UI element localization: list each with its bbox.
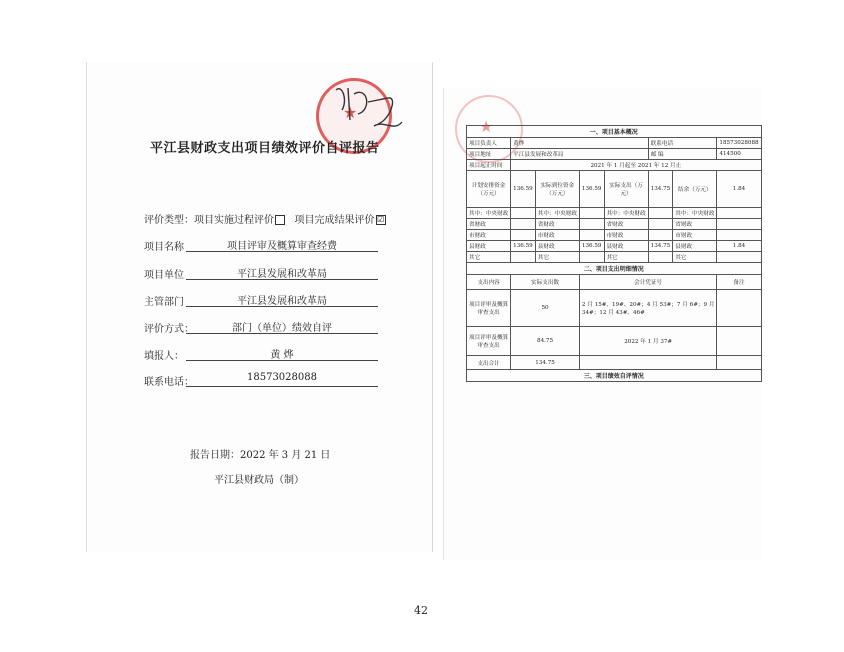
cell-city: 市财政 [467,230,511,241]
detail-r2-amount: 84.75 [511,327,580,356]
cell-central-b: 其中：中央财政 [535,208,579,219]
detail-header-amount: 实际支出数 [511,275,580,290]
cell-arrive: 136.59 [579,171,604,208]
cell-period: 2021 年 1 月起至 2021 年 12 月止 [511,160,761,171]
cell-phone-label: 联系电话 [648,138,717,149]
cell-prov: 省财政 [467,219,511,230]
cell-other: 其它 [673,252,717,263]
eval-option-result: 项目完成结果评价 [294,215,375,226]
detail-total: 134.75 [511,356,580,370]
project-table [466,125,762,382]
section-detail: 二、项目支出明细情况 [467,263,762,275]
cell-balance: 1.84 [717,171,761,208]
underline [186,306,378,307]
cell-central-d: 其中：中央财政 [673,208,717,219]
field-value-project-name: 项目评审及概算审查经费 [227,241,337,252]
underline [186,251,378,252]
cell-city: 市财政 [673,230,717,241]
eval-type-label: 评价类型： [144,215,194,226]
cell-addr: 平江县发展和改革局 [511,149,649,160]
underline [186,279,378,280]
field-label-unit: 项目单位 [144,270,184,281]
cell-leader: 黄烨 [511,138,649,149]
field-value-filler: 黄 烨 [270,350,294,361]
field-label-method: 评价方式： [144,324,194,335]
detail-r2-content: 项目评审及概算审查支出 [467,327,511,356]
field-value-phone: 18573028088 [247,372,317,383]
issuer: 平江县财政局（制） [214,475,304,486]
cell-leader-label: 项目负责人 [467,138,511,149]
cell-city: 市财政 [604,230,648,241]
cell-plan-label: 计划安排资金（万元） [467,171,511,208]
cell-other: 其它 [535,252,579,263]
report-date: 报告日期：2022 年 3 月 21 日 [190,450,331,461]
cell-county: 县财政 [535,241,579,252]
cell-spend: 134.75 [648,171,673,208]
seal-star-icon: ★ [479,117,494,136]
cell-arrive-label: 实际到位资金（万元） [535,171,579,208]
cell-addr-label: 项目地址 [467,149,511,160]
underline [186,386,378,387]
cell-prov: 省财政 [535,219,579,230]
detail-header-content: 支出内容 [467,275,511,290]
cell-phone: 18573028088 [717,138,761,149]
cell-county: 县财政 [467,241,511,252]
cell-central-a: 其中：中央财政 [467,208,511,219]
cell-county-plan: 136.59 [511,241,536,252]
cell-other: 其它 [604,252,648,263]
cell-county-balance: 1.84 [717,241,761,252]
section-basic: 一、项目基本概况 [467,126,762,138]
signature [328,80,408,140]
field-label-phone: 联系电话： [144,377,194,388]
cell-post: 414500 [717,149,761,160]
field-value-method: 部门（单位）绩效自评 [232,323,332,334]
cell-other: 其它 [467,252,511,263]
detail-header-voucher: 会计凭证号 [579,275,717,290]
section-selfeval: 三、项目绩效自评情况 [467,370,762,382]
cell-prov: 省财政 [673,219,717,230]
cell-county-arrive: 136.59 [579,241,604,252]
cell-city: 市财政 [535,230,579,241]
field-label-filler: 填报人： [144,351,184,362]
report-title: 平江县财政支出项目绩效评价自评报告 [150,141,380,156]
detail-r1-content: 项目评审及概算审查支出 [467,290,511,327]
cell-county-spend: 134.75 [648,241,673,252]
cell-central-c: 其中：中央财政 [604,208,648,219]
eval-option-process: 项目实施过程评价 [194,215,274,226]
checkbox-process[interactable] [275,215,285,225]
detail-total-label: 支出合计 [467,356,511,370]
page-number: 42 [414,604,428,617]
cell-county: 县财政 [604,241,648,252]
cell-post-label: 邮 编 [648,149,717,160]
detail-header-note: 备注 [717,275,761,290]
underline [186,360,378,361]
underline [186,333,378,334]
seal-star-icon: ★ [343,103,358,122]
cell-balance-label: 结余（万元） [673,171,717,208]
cell-period-label: 项目起止时间 [467,160,511,171]
field-value-unit: 平江县发展和改革局 [237,269,327,280]
eval-type-row [144,211,386,226]
field-label-dept: 主管部门 [144,297,184,308]
field-label-project-name: 项目名称 [144,242,184,253]
field-value-dept: 平江县发展和改革局 [237,296,327,307]
cell-county: 县财政 [673,241,717,252]
detail-r1-voucher: 2 月 15#、19#、20#；4 月 53#；7 月 6#；9 月 34#；12 月 43#、46# [579,290,717,327]
detail-r1-amount: 50 [511,290,580,327]
detail-r2-voucher: 2022 年 1 月 37# [579,327,717,356]
cell-spend-label: 实际支出（万元） [604,171,648,208]
checkbox-result[interactable]: ☑ [376,214,385,224]
cell-plan: 136.59 [511,171,536,208]
cell-prov: 省财政 [604,219,648,230]
